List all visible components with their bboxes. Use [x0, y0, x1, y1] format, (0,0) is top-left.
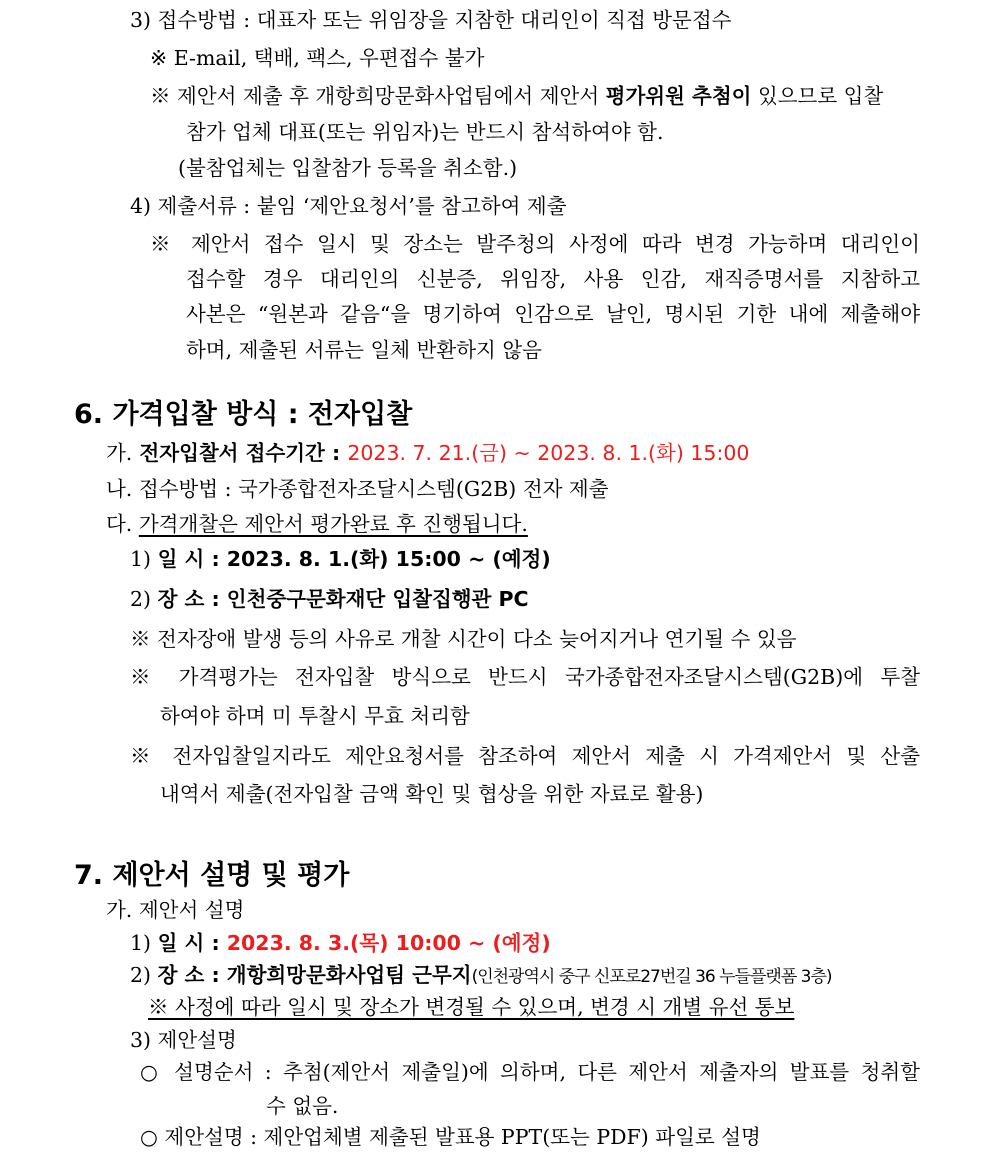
s6-opening-note: 다. 가격개찰은 제안서 평가완료 후 진행됩니다. — [106, 512, 528, 536]
s7-presentation-heading: 가. 제안서 설명 — [106, 898, 245, 922]
s6-opening-date: 1) 일 시 : 2023. 8. 1.(화) 15:00 ~ (예정) — [130, 547, 551, 571]
proxy-documents-line: 접수할 경우 대리인의 신분증, 위임장, 사용 인감, 재직증명서를 지참하고 — [186, 267, 920, 291]
s7-presentation-subheading: 3) 제안설명 — [130, 1028, 237, 1052]
s7-presentation-place: 2) 장 소 : 개항희망문화사업팀 근무지(인천광역시 중구 신포로27번길 36 누들플랫폼 3층) — [130, 963, 832, 987]
submit-documents-line: 4) 제출서류 : 붙임 ‘제안요청서’를 참고하여 제출 — [130, 194, 567, 218]
s7-presentation-order: ○ 설명순서 : 추첨(제안서 제출일)에 의하며, 다른 제안서 제출자의 발표를 청취할 — [140, 1060, 920, 1084]
s6-price-eval-note: ※ 가격평가는 전자입찰 방식으로 반드시 국가종합전자조달시스템(G2B)에 투찰 — [130, 665, 920, 689]
s6-price-eval-note-cont: 하여야 하며 미 투찰시 무효 처리함 — [160, 704, 470, 728]
non-attendance-line: (불참업체는 입찰참가 등록을 취소함.) — [178, 156, 518, 180]
evaluator-lottery-bold: 평가위원 추첨이 — [605, 84, 752, 108]
s7-change-note: ※ 사정에 따라 일시 및 장소가 변경될 수 있으며, 변경 시 개별 유선 통보 — [148, 995, 795, 1019]
s6-e-bid-note-cont: 내역서 제출(전자입찰 금액 확인 및 협상을 위한 자료로 활용) — [160, 782, 704, 806]
change-notice-line: ※ 제안서 접수 일시 및 장소는 발주청의 사정에 따라 변경 가능하며 대리인이 — [150, 232, 920, 256]
no-return-line: 하며, 제출된 서류는 일체 반환하지 않음 — [186, 338, 542, 362]
evaluator-lottery-note: ※ 제안서 제출 후 개항희망문화사업팀에서 제안서 평가위원 추첨이 있으므로 입찰 — [150, 84, 884, 108]
attendance-required-line: 참가 업체 대표(또는 위임자)는 반드시 참석하여야 함. — [186, 120, 664, 144]
copy-seal-line: 사본은 “원본과 같음“을 명기하여 인감으로 날인, 명시된 기한 내에 제출해야 — [186, 302, 920, 326]
s6-receipt-method: 나. 접수방법 : 국가종합전자조달시스템(G2B) 전자 제출 — [106, 477, 609, 501]
s6-bid-period: 가. 전자입찰서 접수기간 : 2023. 7. 21.(금) ~ 2023. 8. 1.(화) 15:00 — [106, 441, 750, 465]
section-7-title: 7. 제안서 설명 및 평가 — [74, 860, 350, 891]
s7-presentation-date: 1) 일 시 : 2023. 8. 3.(목) 10:00 ~ (예정) — [130, 931, 551, 955]
s6-e-bid-note: ※ 전자입찰일지라도 제안요청서를 참조하여 제안서 제출 시 가격제안서 및 산출 — [130, 744, 920, 768]
s6-delay-note: ※ 전자장애 발생 등의 사유로 개찰 시간이 다소 늦어지거나 연기될 수 있음 — [130, 627, 797, 651]
section-6-title: 6. 가격입찰 방식 : 전자입찰 — [74, 399, 413, 430]
s6-bid-period-value: 2023. 7. 21.(금) ~ 2023. 8. 1.(화) 15:00 — [347, 441, 750, 465]
submit-method-line: 3) 접수방법 : 대표자 또는 위임장을 지참한 대리인이 직접 방문접수 — [130, 8, 732, 32]
s7-presentation-date-value: 2023. 8. 3.(목) 10:00 ~ (예정) — [226, 931, 551, 955]
s7-presentation-order-cont: 수 없음. — [266, 1094, 339, 1118]
s7-presentation-file: ○ 제안설명 : 제안업체별 제출된 발표용 PPT(또는 PDF) 파일로 설명 — [140, 1125, 761, 1149]
no-email-note: ※ E-mail, 택배, 팩스, 우편접수 불가 — [150, 46, 485, 70]
s6-opening-place: 2) 장 소 : 인천중구문화재단 입찰집행관 PC — [130, 587, 529, 611]
